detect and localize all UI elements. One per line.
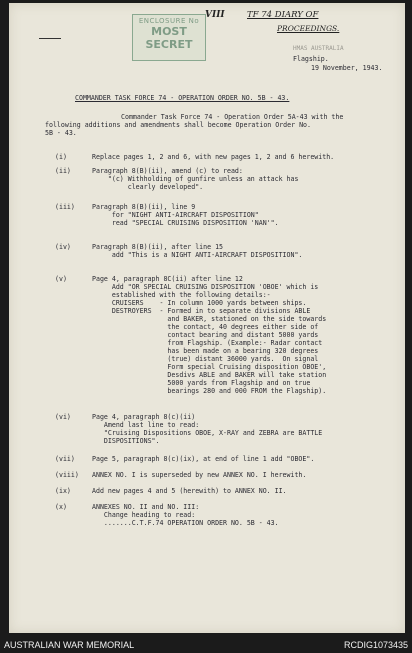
item-text-line: .......C.T.F.74 OPERATION ORDER NO. 5B - 43.	[92, 519, 279, 527]
item-text-line: DISPOSITIONS".	[92, 437, 160, 445]
item-number: (vii)	[55, 455, 75, 463]
obscured-address-line: HMAS AUSTRALIA	[293, 45, 344, 52]
item-text-line: Change heading to read:	[92, 511, 196, 519]
item-text-line: Paragraph 8(B)(ii), line 9	[92, 203, 196, 211]
pencil-mark	[39, 38, 61, 39]
item-text-line: the contact, 40 degrees either side of	[92, 323, 319, 331]
header-flagship: Flagship.	[293, 55, 329, 63]
item-text-line: "(c) Withholding of gunfire unless an attack has	[92, 175, 299, 183]
handwritten-roman-numeral: VIII	[205, 10, 225, 20]
handwritten-proceedings-note: PROCEEDINGS.	[277, 24, 340, 33]
intro-line: following additions and amendments shall become Operation Order No.	[45, 121, 311, 129]
item-text-line: CRUISERS - In column 1000 yards between ships.	[92, 299, 307, 307]
most-secret-stamp: ENCLOSURE No MOST SECRET	[132, 14, 206, 61]
item-number: (viii)	[55, 471, 79, 479]
item-text-line: established with the following details:-	[92, 291, 271, 299]
intro-line: Commander Task Force 74 - Operation Order 5A-43 with the	[121, 113, 344, 121]
item-text-line: Paragraph 8(B)(ii), amend (c) to read:	[92, 167, 243, 175]
item-text-line: (true) distant 36000 yards. On signal	[92, 355, 319, 363]
item-text-line: Page 4, paragraph 8C(ii) after line 12	[92, 275, 243, 283]
item-text-line: and BAKER, stationed on the side towards	[92, 315, 327, 323]
item-text-line: Amend last line to read:	[92, 421, 200, 429]
intro-line: 5B - 43.	[45, 129, 77, 137]
item-text-line: read "SPECIAL CRUISING DISPOSITION 'NAN'".	[92, 219, 279, 227]
item-text-line: ANNEX NO. I is superseded by new ANNEX NO. I herewith.	[92, 471, 307, 479]
item-number: (iv)	[55, 243, 71, 251]
handwritten-diary-note: TF 74 DIARY OF	[247, 10, 319, 20]
footer-institution: AUSTRALIAN WAR MEMORIAL	[4, 640, 135, 650]
item-text-line: ANNEXES NO. II and NO. III:	[92, 503, 200, 511]
item-number: (ix)	[55, 487, 71, 495]
item-text-line: Desdivs ABLE and BAKER will take station	[92, 371, 327, 379]
item-text-line: DESTROYERS - Formed in to separate divisions ABLE	[92, 307, 311, 315]
item-text-line: Add "OR SPECIAL CRUISING DISPOSITION 'OBOE' which is	[92, 283, 319, 291]
item-number: (vi)	[55, 413, 71, 421]
archive-footer	[0, 637, 412, 653]
item-number: (x)	[55, 503, 67, 511]
item-text-line: from Flagship. (Example:- Radar contact	[92, 339, 323, 347]
item-text-line: bearings 280 and 000 FROM the Flagship).	[92, 387, 327, 395]
header-date: 19 November, 1943.	[311, 64, 383, 72]
item-text-line: for "NIGHT ANTI-AIRCRAFT DISPOSITION"	[92, 211, 259, 219]
item-text-line: "Cruising Dispositions OBOE, X-RAY and ZEBRA are BATTLE	[92, 429, 323, 437]
item-text-line: Page 5, paragraph 8(c)(ix), at end of line 1 add "OBOE".	[92, 455, 315, 463]
item-text-line: 5000 yards from Flagship and on true	[92, 379, 311, 387]
footer-reference-id: RCDIG1073435	[343, 640, 408, 650]
item-number: (v)	[55, 275, 67, 283]
item-number: (i)	[55, 153, 67, 161]
item-text-line: Page 4, paragraph 8(c)(ii)	[92, 413, 196, 421]
item-text-line: clearly developed".	[92, 183, 204, 191]
item-text-line: contact bearing and distant 5000 yards	[92, 331, 319, 339]
item-text-line: Add new pages 4 and 5 (herewith) to ANNEX NO. II.	[92, 487, 287, 495]
item-text-line: Replace pages 1, 2 and 6, with new pages 1, 2 and 6 herewith.	[92, 153, 335, 161]
item-text-line: Form special Cruising disposition OBOE',	[92, 363, 327, 371]
item-number: (iii)	[55, 203, 75, 211]
document-page	[9, 3, 405, 633]
item-text-line: Paragraph 8(B)(ii), after line 15	[92, 243, 224, 251]
item-text-line: add "This is a NIGHT ANTI-AIRCRAFT DISPOSITION".	[92, 251, 303, 259]
document-title: COMMANDER TASK FORCE 74 - OPERATION ORDER NO. 5B - 43.	[75, 94, 290, 102]
item-text-line: has been made on a bearing 320 degrees	[92, 347, 319, 355]
item-number: (ii)	[55, 167, 71, 175]
